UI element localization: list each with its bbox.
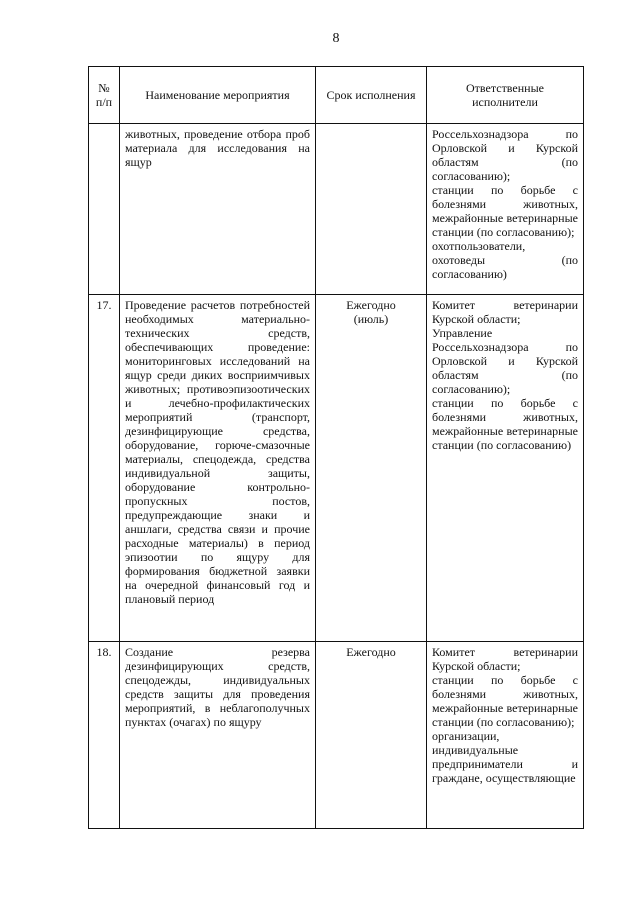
row-measure-name: Проведение расчетов потребностей необходимых материально-технических средств, обеспечивающих проведение: мониторинговых исследований на ящур среди диких восприимчивых животных; противоэпизоотических и лечебно-профилактических мероприятий (транспорт, дезинфицирующие средства, оборудование, горюче-смазочные материалы, спецодежда, средства индивидуальной защиты, оборудование контрольно-пропускных постов, предупреждающие знаки и аншлаги, средства связи и прочие расходные материалы) в период эпизоотии по ящуру для формирования бюджетной заявки на очередной финансовый год и плановый период	[120, 295, 316, 642]
row-deadline	[316, 124, 427, 295]
row-number: 17.	[89, 295, 120, 642]
table-row	[89, 295, 584, 642]
table-header-row	[89, 67, 584, 124]
measures-table	[88, 66, 584, 829]
row-responsible: Комитет ветеринарии Курской области; станции по борьбе с болезнями животных, межрайонные ветеринарные станции (по согласованию); организации, индивидуальные предприниматели и граждане, осуществляющие	[427, 642, 584, 829]
page-number: 8	[332, 31, 340, 46]
row-responsible: Россельхознадзора по Орловской и Курской областям (по согласованию); станции по борьбе с болезнями животных, межрайонные ветеринарные станции (по согласованию); охотпользователи, охотоведы (по согласованию)	[427, 124, 584, 295]
header-deadline: Срок исполнения	[316, 67, 427, 124]
table-row	[89, 124, 584, 295]
header-measure-name: Наименование мероприятия	[120, 67, 316, 124]
header-responsible: Ответственные исполнители	[427, 67, 584, 124]
row-measure-name: животных, проведение отбора проб материала для исследования на ящур	[120, 124, 316, 295]
row-responsible: Комитет ветеринарии Курской области; Управление Россельхознадзора по Орловской и Курской областям (по согласованию); станции по борьбе с болезнями животных, межрайонные ветеринарные станции (по согласованию)	[427, 295, 584, 642]
row-measure-name: Создание резерва дезинфицирующих средств, спецодежды, индивидуальных средств защиты для проведения мероприятий, в неблагополучных пунктах (очагах) по ящуру	[120, 642, 316, 829]
row-number	[89, 124, 120, 295]
row-number: 18.	[89, 642, 120, 829]
row-deadline: Ежегодно (июль)	[316, 295, 427, 642]
header-number: № п/п	[89, 67, 120, 124]
table-row	[89, 642, 584, 829]
row-deadline: Ежегодно	[316, 642, 427, 829]
